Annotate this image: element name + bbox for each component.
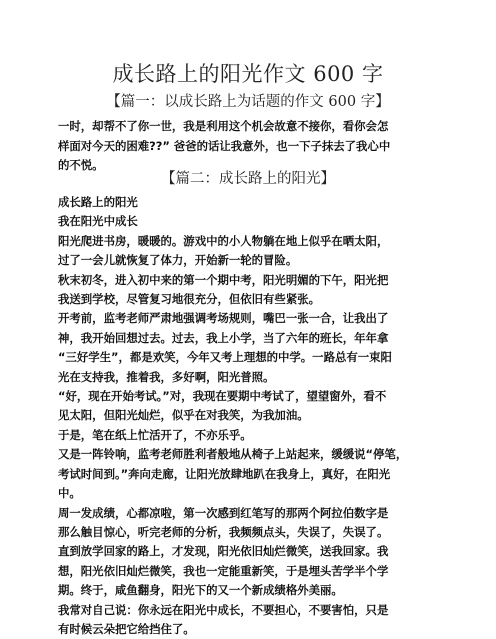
essay-paragraph: 成长路上的阳光 [58,195,138,209]
essay-body [58,193,444,636]
essay-paragraph: 于是，笔在纸上忙活开了，不亦乐乎。 [58,427,252,442]
section-heading-2: 【篇二：成长路上的阳光】 [161,171,335,187]
document-title: 成长路上的阳光作文 600 字 [112,62,384,86]
essay-paragraph: 又是一阵铃响，监考老师胜利者般地从椅子上站起来，缓缓说“停笔， 考试时间到。”奔向走廊，让阳光放肆地趴在我身上，真好，在阳光 中。 [58,447,408,501]
essay-paragraph: 开考前，监考老师严肃地强调考场规则，嘴巴一张一合，让我出了 神，我开始回想过去。过去，我上小学，当了六年的班长，年年拿 “三好学生”，都是欢笑，今年又考上理想的中学。一路总有一束阳 光在支持我，推着我，多好啊，阳光普照。 [58,311,392,384]
section-heading-1: 【篇一：以成长路上为话题的作文 600 字】 [106,94,390,110]
essay-paragraph: 阳光爬进书房，暖暖的。游戏中的小人物躺在地上似乎在晒太阳， 过了一会儿就恢复了体力，开始新一轮的冒险。 [58,233,389,268]
essay-paragraph: 我常对自己说：你永远在阳光中成长，不要担心，不要害怕，只是 有时候云朵把它给挡住了。 [58,602,389,636]
essay-paragraph: 我在阳光中成长 [58,214,138,229]
intro-paragraph: 一时，却帮不了你一世，我是利用这个机会故意不接你，看你会怎 样面对今天的困难??” 爸爸的话让我意外，也一下子抹去了我心中 的不悦。 [58,119,391,172]
essay-paragraph: “好，现在开始考试。”对，我现在要期中考试了，望望窗外，看不 见太阳，但阳光灿烂，似乎在对我笑，为我加油。 [58,389,387,423]
essay-paragraph: 秋末初冬，进入初中来的第一个期中考，阳光明媚的下午，阳光把 我送到学校，尽管复习地很充分，但依旧有些紧张。 [58,272,389,307]
essay-paragraph: 周一发成绩，心都凉啦，第一次感到红笔写的那两个阿拉伯数字是 那么触目惊心，听完老师的分析，我频频点头，失误了，失误了。 直到放学回家的路上，才发现，阳光依旧灿烂微笑，送我回家。我 想，阳光依旧灿烂微笑，我也一定能重新笑，于是埋头苦学半个学 期。终于，咸鱼翻身，阳光下的又一个新成绩格外美丽。 [58,505,389,598]
